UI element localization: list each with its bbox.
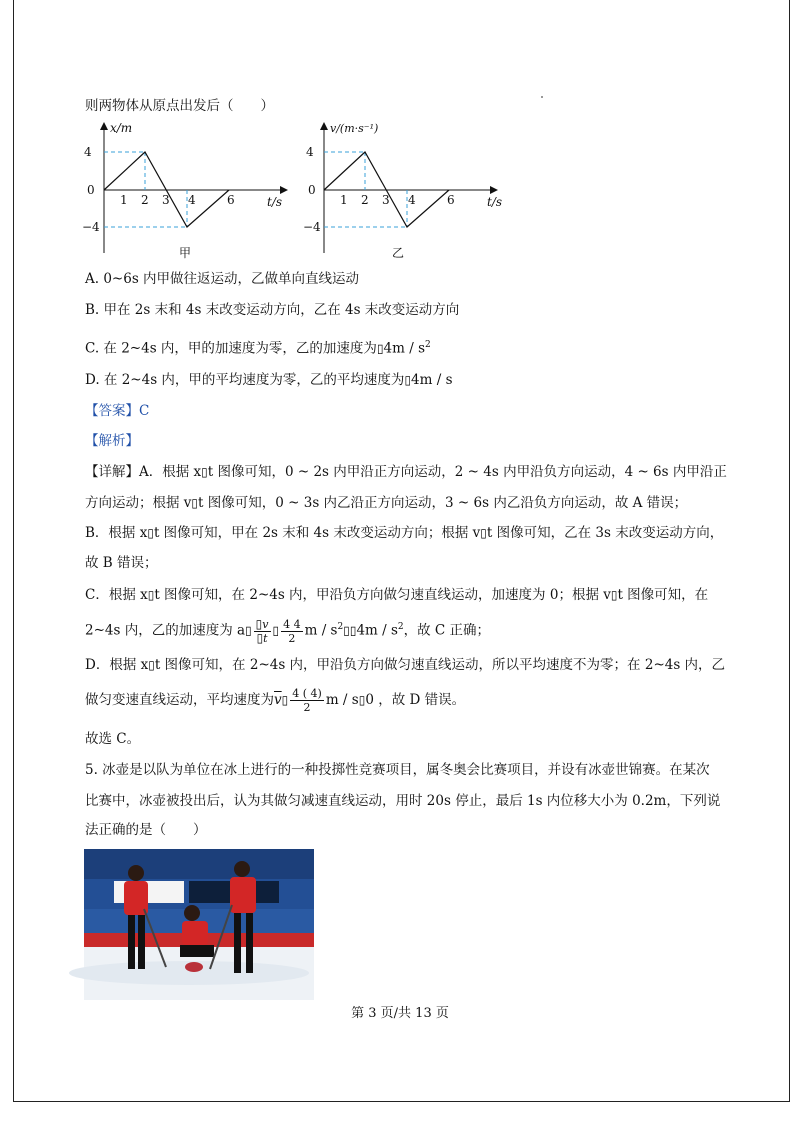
option-c-text: C. 在 2~4s 内，甲的加速度为零，乙的加速度为	[85, 340, 377, 357]
missing-glyph-box: ▯	[245, 623, 252, 638]
yi-tick-x-1: 1	[340, 193, 348, 207]
fraction-value	[281, 618, 303, 645]
missing-glyph-box: ▯	[281, 693, 289, 707]
yi-tick-x-2: 2	[361, 193, 369, 207]
detail-line-3	[85, 523, 723, 543]
jia-x-label: t/s	[267, 195, 283, 209]
detail-l6-c: 4m / s	[356, 622, 398, 639]
jia-y-label: x/m	[110, 121, 133, 135]
missing-glyph-box: ▯	[147, 588, 155, 602]
missing-glyph-box: ▯	[376, 341, 384, 356]
jia-tick-y-4: 4	[84, 145, 92, 159]
yi-tick-x-3: 3	[382, 193, 390, 207]
jia-tick-x-6: 6	[227, 193, 235, 207]
detail-l3-b: t 图像可知，甲在 2s 末和 4s 末改变运动方向；根据 v	[153, 525, 481, 541]
detail-line-1	[85, 462, 727, 482]
option-a: A. 0~6s 内甲做往返运动，乙做单向直线运动	[85, 271, 360, 287]
detail-l7-a: D．根据 x	[85, 657, 149, 673]
yi-tick-y-4: 4	[306, 145, 314, 159]
frac-avg-den: 2	[303, 701, 311, 714]
detail-l6-b: m / s	[304, 622, 338, 639]
frac-avg-num: 4 ( 4)	[292, 687, 322, 700]
option-d-text: D. 在 2~4s 内，甲的平均速度为零，乙的平均速度为	[85, 372, 405, 388]
question-stem: 则两物体从原点出发后（ ）	[85, 98, 274, 114]
detail-l8-a: 做匀变速直线运动，平均速度为	[85, 692, 274, 708]
yi-x-label: t/s	[487, 195, 503, 209]
detail-l8-b: m / s	[325, 692, 359, 708]
missing-glyph-box: ▯	[480, 526, 487, 540]
missing-glyph-box: ▯	[272, 623, 280, 638]
detail-line-9: 故选 C。	[85, 731, 141, 747]
option-b: B. 甲在 2s 末和 4s 末改变运动方向，乙在 4s 末改变运动方向	[85, 302, 460, 318]
detail-l6-a: 2~4s 内，乙的加速度为 a	[85, 622, 246, 639]
missing-glyph-box: ▯	[358, 693, 366, 707]
frac-value-num: 4 4	[283, 617, 301, 631]
detail-l3-c: t 图像可知，乙在 3s 末改变运动方向，	[486, 525, 724, 541]
detail-l7-b: t 图像可知，在 2~4s 内，甲沿负方向做匀速直线运动，所以平均速度不为零；在 2~4s 内，乙	[154, 657, 726, 673]
graph-yi	[304, 118, 514, 263]
q5-line-1: 5. 冰壶是以队为单位在冰上进行的一种投掷性竞赛项目，属冬奥会比赛项目，并设有冰壶世锦赛。在某次	[85, 762, 710, 778]
missing-glyph-box: ▯	[147, 526, 154, 540]
fraction-avg	[290, 687, 324, 714]
jia-tick-x-2: 2	[141, 193, 149, 207]
curling-photo	[84, 849, 314, 1000]
missing-glyph-box: ▯	[201, 465, 208, 479]
jia-tick-x-1: 1	[120, 193, 128, 207]
answer: 【答案】C	[85, 403, 150, 419]
detail-l1-a: 【详解】A．根据 x	[85, 464, 202, 480]
detail-l5-c: t 图像可知，在	[617, 587, 709, 603]
missing-glyph-box: ▯	[610, 588, 618, 602]
jia-tick-y-neg4: −4	[82, 220, 100, 234]
missing-glyph-box: ▯▯	[343, 623, 357, 638]
yi-tick-x-6: 6	[447, 193, 455, 207]
jia-tick-x-3: 3	[162, 193, 170, 207]
speck	[541, 96, 543, 98]
detail-line-7	[85, 655, 725, 675]
jia-tick-y-0: 0	[87, 183, 95, 197]
jia-caption: 甲	[179, 246, 192, 260]
missing-glyph-box: ▯	[255, 616, 263, 631]
v-bar: $\overline{v}$	[274, 692, 282, 708]
frac-dv-den: t	[263, 631, 268, 645]
q5-line-2: 比赛中，冰壶被投出后，认为其做匀减速直线运动，用时 20s 停止，最后 1s 内位移大小为 0.2m，下列说	[85, 793, 721, 809]
jia-tick-x-4: 4	[188, 193, 196, 207]
yi-tick-y-0: 0	[308, 183, 316, 197]
missing-glyph-box: ▯	[191, 496, 199, 510]
detail-line-4: 故 B 错误；	[85, 555, 158, 571]
option-d-value: 4m / s	[411, 372, 453, 388]
yi-y-label: v/(m·s⁻¹)	[330, 122, 379, 135]
page-footer: 第 3 页/共 13 页	[351, 1006, 449, 1021]
option-c-sup: 2	[425, 340, 431, 350]
detail-l8-c: 0 ，故 D 错误。	[365, 692, 466, 708]
option-c-value: 4m / s	[383, 340, 425, 357]
frac-dv-num: v	[262, 617, 269, 631]
detail-l3-a: B．根据 x	[85, 525, 148, 541]
detail-line-8	[85, 683, 465, 717]
yi-tick-y-neg4: −4	[303, 220, 321, 234]
missing-glyph-box: ▯	[148, 658, 155, 672]
analysis-heading: 【解析】	[85, 433, 139, 449]
fraction-dv-dt	[254, 618, 271, 645]
missing-glyph-box: ▯	[256, 630, 264, 645]
detail-l2-b: t 图像可知，0 ~ 3s 内乙沿正方向运动，3 ~ 6s 内乙沿负方向运动，故 A 错误；	[198, 495, 688, 511]
option-c	[85, 335, 431, 359]
option-d	[85, 370, 453, 390]
yi-tick-x-4: 4	[408, 193, 416, 207]
detail-l5-b: t 图像可知，在 2~4s 内，甲沿负方向做匀速直线运动，加速度为 0；根据 v	[154, 587, 611, 603]
frac-value-den: 2	[288, 631, 296, 645]
detail-l1-b: t 图像可知，0 ~ 2s 内甲沿正方向运动，2 ~ 4s 内甲沿负方向运动，4 ~ 6s 内甲沿正	[207, 464, 727, 480]
graph-jia	[84, 118, 294, 263]
detail-line-2	[85, 493, 687, 513]
detail-line-5	[85, 585, 708, 605]
detail-l5-a: C．根据 x	[85, 587, 148, 603]
detail-l6-d: ，故 C 正确；	[403, 622, 491, 639]
q5-line-3: 法正确的是（ ）	[85, 822, 207, 838]
missing-glyph-box: ▯	[404, 373, 412, 387]
detail-l2-a: 方向运动；根据 v	[85, 495, 192, 511]
detail-line-6: 2~4s 内，乙的加速度为 a▯ $\frac{▯v}{▯t}$ ▯ $\frac{4 4}{2}$ m / $s^2▯▯4m / s^2$，故 C 正确；	[85, 616, 491, 645]
yi-caption: 乙	[392, 246, 405, 260]
